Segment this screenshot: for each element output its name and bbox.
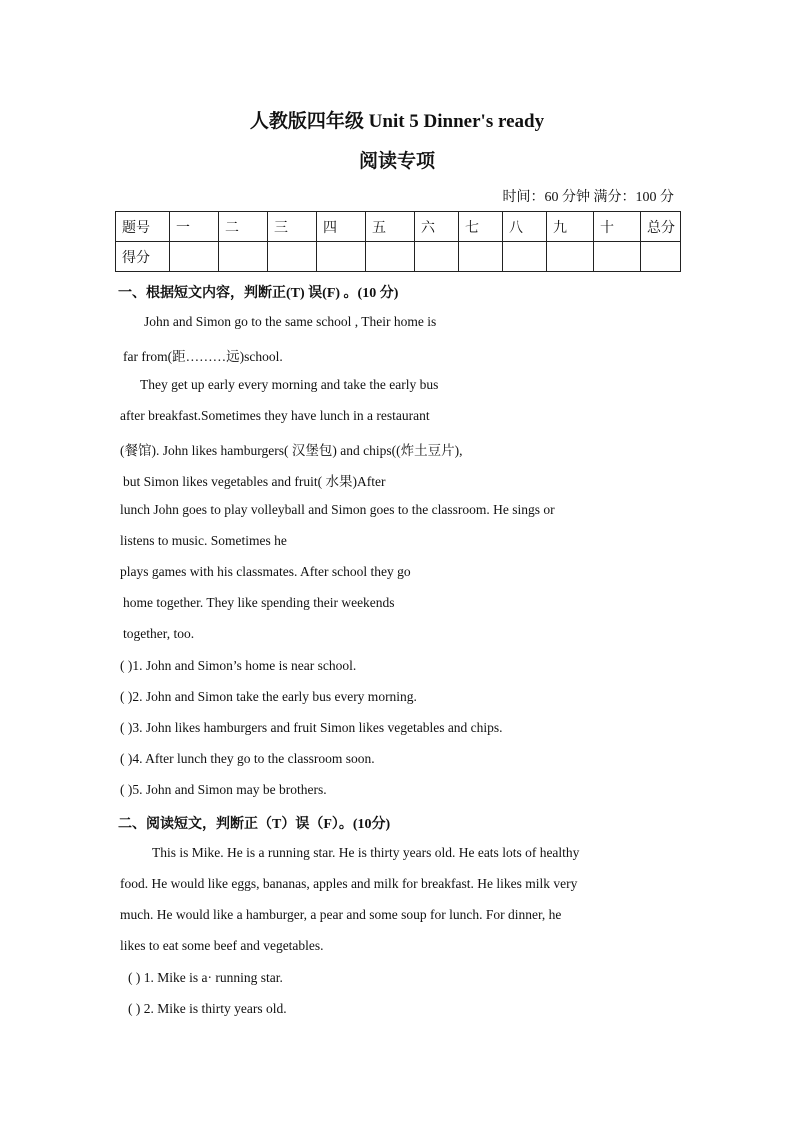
passage1-line: but Simon likes vegetables and fruit( 水果)After [123,474,386,489]
passage1-line: lunch John goes to play volleyball and Simon goes to the classroom. He sings or [120,502,555,517]
question2-item: ( ) 1. Mike is a· running star. [128,970,283,985]
passage2-line: much. He would like a hamburger, a pear and some soup for lunch. For dinner, he [120,907,562,922]
page-title: 人教版四年级 Unit 5 Dinner's ready [249,111,545,132]
passage1-line: home together. They like spending their weekends [123,595,395,610]
score-input-cell[interactable] [268,242,317,272]
score-input-cell[interactable] [594,242,641,272]
passage1-line: together, too. [123,626,195,641]
passage2-line: food. He would like eggs, bananas, apples and milk for breakfast. He likes milk very [120,876,578,891]
score-header-cell: 九 [547,212,594,242]
score-header-cell: 题号 [116,212,170,242]
passage2-line: likes to eat some beef and vegetables. [120,938,324,953]
score-header-cell: 五 [366,212,415,242]
score-header-cell: 三 [268,212,317,242]
passage2-line: This is Mike. He is a running star. He is thirty years old. He eats lots of healthy [152,845,580,860]
score-input-cell[interactable] [503,242,547,272]
passage1-line: after breakfast.Sometimes they have lunch in a restaurant [120,408,430,423]
score-header-cell: 一 [170,212,219,242]
score-input-cell[interactable] [459,242,503,272]
question1-item: ( )2. John and Simon take the early bus every morning. [120,689,417,704]
passage1-line: They get up early every morning and take the early bus [140,377,439,392]
score-input-cell[interactable] [219,242,268,272]
score-input-cell[interactable] [317,242,366,272]
score-header-cell: 四 [317,212,366,242]
score-table [115,211,681,272]
score-header-cell: 二 [219,212,268,242]
passage1-line: listens to music. Sometimes he [120,533,287,548]
score-input-cell[interactable] [547,242,594,272]
score-header-cell: 八 [503,212,547,242]
score-input-cell[interactable] [366,242,415,272]
score-input-cell[interactable] [415,242,459,272]
question1-item: ( )3. John likes hamburgers and fruit Simon likes vegetables and chips. [120,720,503,735]
page-subtitle: 阅读专项 [358,151,435,172]
passage1-line: (餐馆). John likes hamburgers( 汉堡包) and chips((炸土豆片), [120,443,463,458]
section2-heading: 二、阅读短文，判断正（T）误（F）。(10分) [118,817,391,832]
passage1-line: far from(距………远)school. [123,349,283,364]
score-input-cell[interactable] [170,242,219,272]
exam-meta: 时间：60 分钟 满分：100 分 [502,190,674,205]
question1-item: ( )5. John and Simon may be brothers. [120,782,327,797]
passage1-line: John and Simon go to the same school , Their home is [144,314,437,329]
question1-item: ( )1. John and Simon’s home is near school. [120,658,357,673]
section1-heading: 一、根据短文内容，判断正(T) 误(F) 。(10 分) [118,286,399,301]
score-table-header-row [116,212,681,242]
score-header-cell: 十 [594,212,641,242]
score-input-cell[interactable] [641,242,681,272]
score-header-cell: 总分 [641,212,681,242]
passage1-line: plays games with his classmates. After school they go [120,564,411,579]
question2-item: ( ) 2. Mike is thirty years old. [128,1001,287,1016]
score-header-cell: 六 [415,212,459,242]
score-row-label: 得分 [116,242,170,272]
question1-item: ( )4. After lunch they go to the classroom soon. [120,751,375,766]
score-header-cell: 七 [459,212,503,242]
score-table-score-row [116,242,681,272]
